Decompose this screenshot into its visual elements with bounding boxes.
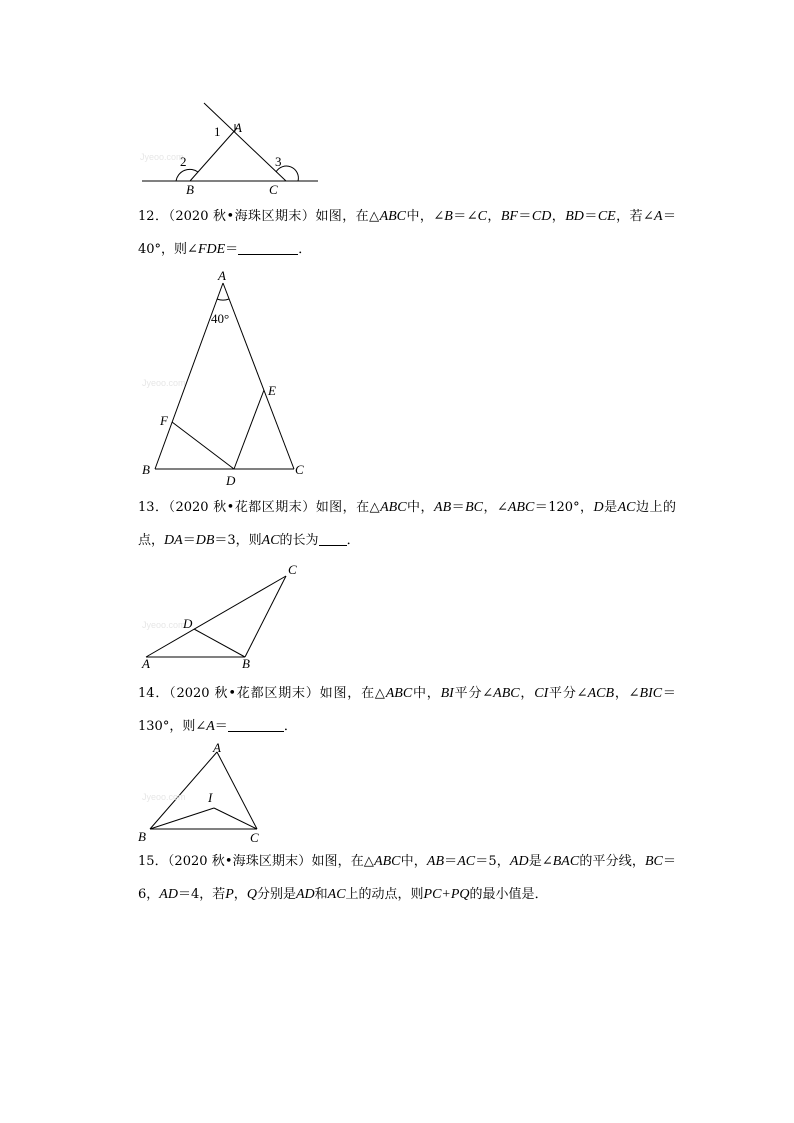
figure-q13 bbox=[138, 560, 318, 672]
label-b: B bbox=[186, 182, 194, 197]
label-e: E bbox=[268, 383, 276, 398]
label-i: I bbox=[208, 790, 213, 805]
answer-blank[interactable] bbox=[319, 531, 347, 546]
angle-a-arc bbox=[217, 299, 229, 300]
segment-de bbox=[234, 390, 264, 469]
question-number: 12． bbox=[138, 209, 169, 224]
label-b: B bbox=[242, 656, 250, 671]
label-2: 2 bbox=[180, 154, 187, 169]
figure-q12 bbox=[138, 266, 318, 488]
label-3: 3 bbox=[275, 154, 282, 169]
segment-bd bbox=[194, 629, 245, 657]
label-c: C bbox=[295, 462, 304, 477]
figure-q12-svg bbox=[138, 266, 318, 488]
label-c: C bbox=[269, 182, 278, 197]
question-source: （2020 秋•海珠区期末） bbox=[167, 854, 312, 869]
label-a: A bbox=[234, 120, 242, 135]
segment-ci bbox=[214, 808, 257, 829]
figure-q11 bbox=[138, 96, 328, 200]
question-12: 12．（2020 秋•海珠区期末）如图，在△ABC中，∠B＝∠C，BF＝CD，BD＝CE，若∠A＝40°，则∠FDE＝ ． bbox=[138, 209, 676, 257]
figure-q11-svg bbox=[138, 96, 328, 200]
label-a: A bbox=[218, 268, 226, 283]
angle-label: 40° bbox=[211, 311, 230, 326]
question-15: 15．（2020 秋•海珠区期末）如图，在△ABC中，AB＝AC＝5，AD是∠BAC的平分线，BC＝6，AD＝4，若P，Q分别是AD和AC上的动点，则PC+PQ的最小值是． bbox=[138, 854, 676, 902]
question-source: （2020 秋•海珠区期末） bbox=[168, 209, 316, 224]
label-d: D bbox=[183, 616, 193, 631]
side-ac bbox=[223, 283, 294, 469]
watermark: Jyeoo.com bbox=[140, 152, 184, 162]
watermark: Jyeoo.com bbox=[142, 620, 186, 630]
side-ab bbox=[150, 752, 217, 829]
question-source: （2020 秋•花都区期末） bbox=[168, 500, 316, 515]
answer-blank[interactable] bbox=[238, 240, 298, 255]
watermark: Jyeoo.com bbox=[142, 792, 186, 802]
figure-q14-svg bbox=[138, 740, 278, 848]
line-through-ac bbox=[204, 103, 286, 181]
label-b: B bbox=[138, 829, 146, 844]
question-source: （2020 秋•花都区期末） bbox=[169, 686, 320, 701]
label-a: A bbox=[142, 656, 150, 671]
question-14: 14．（2020 秋•花都区期末）如图，在△ABC中，BI平分∠ABC，CI平分∠ACB，∠BIC＝130°，则∠A＝ ． bbox=[138, 686, 676, 734]
side-ac bbox=[217, 752, 257, 829]
figure-q13-svg bbox=[138, 560, 318, 672]
label-b: B bbox=[142, 462, 150, 477]
question-number: 13． bbox=[138, 500, 169, 515]
label-a: A bbox=[213, 740, 221, 755]
label-d: D bbox=[226, 473, 236, 488]
segment-fd bbox=[172, 422, 234, 469]
question-number: 15． bbox=[138, 854, 168, 869]
watermark: Jyeoo.com bbox=[142, 378, 186, 388]
answer-blank[interactable] bbox=[228, 717, 284, 732]
question-13: 13．（2020 秋•花都区期末）如图，在△ABC中，AB＝BC，∠ABC＝120°，D是AC边上的点，DA＝DB＝3，则AC的长为 ． bbox=[138, 500, 676, 548]
label-1: 1 bbox=[214, 124, 221, 139]
figure-q14 bbox=[138, 740, 278, 848]
label-c: C bbox=[288, 562, 297, 577]
question-number: 14． bbox=[138, 686, 170, 701]
label-c: C bbox=[250, 830, 259, 845]
label-f: F bbox=[160, 413, 168, 428]
